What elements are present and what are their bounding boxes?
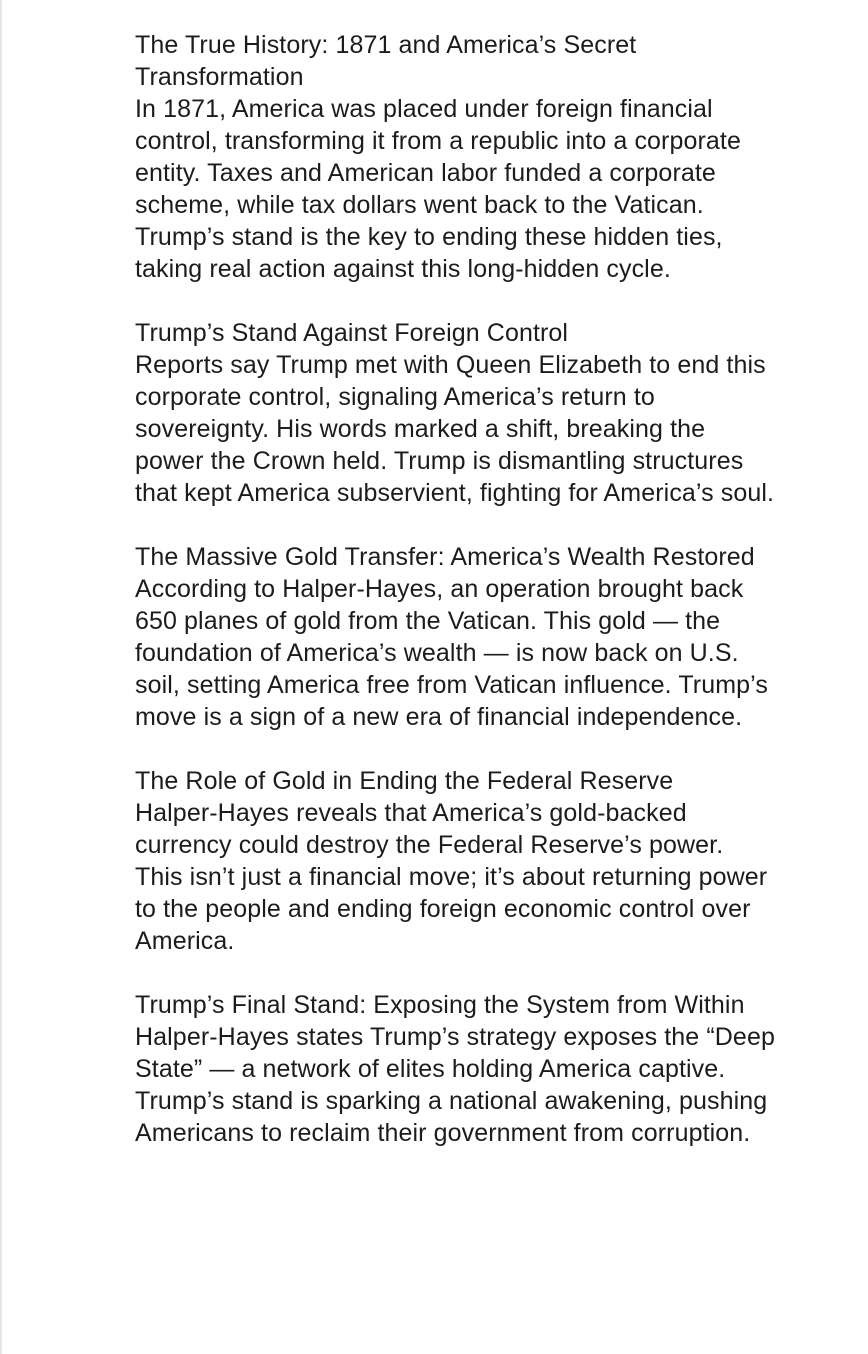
left-divider <box>0 0 2 1354</box>
post-body <box>135 29 775 1181</box>
section-heading: Trump’s Stand Against Foreign Control <box>135 319 569 347</box>
section-heading: The Role of Gold in Ending the Federal Reserve <box>135 767 674 795</box>
section-final-stand <box>135 989 775 1149</box>
section-heading: The Massive Gold Transfer: America’s Wealth Restored <box>135 543 755 571</box>
section-body: Halper-Hayes reveals that America’s gold-backed currency could destroy the Federal Reserve’s power. This isn’t just a financial move; it’s about returning power to the people and ending foreign economic control over America. <box>135 799 768 955</box>
section-body: Halper-Hayes states Trump’s strategy exposes the “Deep State” — a network of elites holding America captive. Trump’s stand is sparking a national awakening, pushing Americans to reclaim their government from corruption. <box>135 1023 775 1147</box>
section-1871-history <box>135 29 775 285</box>
section-foreign-control <box>135 317 775 509</box>
section-body: Reports say Trump met with Queen Elizabeth to end this corporate control, signaling America’s return to sovereignty. His words marked a shift, breaking the power the Crown held. Trump is dismantling structures that kept America subservient, fighting for America’s soul. <box>135 351 775 507</box>
section-gold-transfer <box>135 541 775 733</box>
section-body: According to Halper-Hayes, an operation brought back 650 planes of gold from the Vatican. This gold — the foundation of America’s wealth — is now back on U.S. soil, setting America free from Vatican influence. Trump’s move is a sign of a new era of financial independence. <box>135 575 768 731</box>
section-federal-reserve <box>135 765 775 957</box>
section-heading: Trump’s Final Stand: Exposing the System from Within <box>135 991 745 1019</box>
section-heading: The True History: 1871 and America’s Secret Transformation <box>135 31 637 91</box>
section-body: In 1871, America was placed under foreign financial control, transforming it from a republic into a corporate entity. Taxes and American labor funded a corporate scheme, while tax dollars went back to the Vatican. Trump’s stand is the key to ending these hidden ties, taking real action against this long-hidden cycle. <box>135 95 741 283</box>
